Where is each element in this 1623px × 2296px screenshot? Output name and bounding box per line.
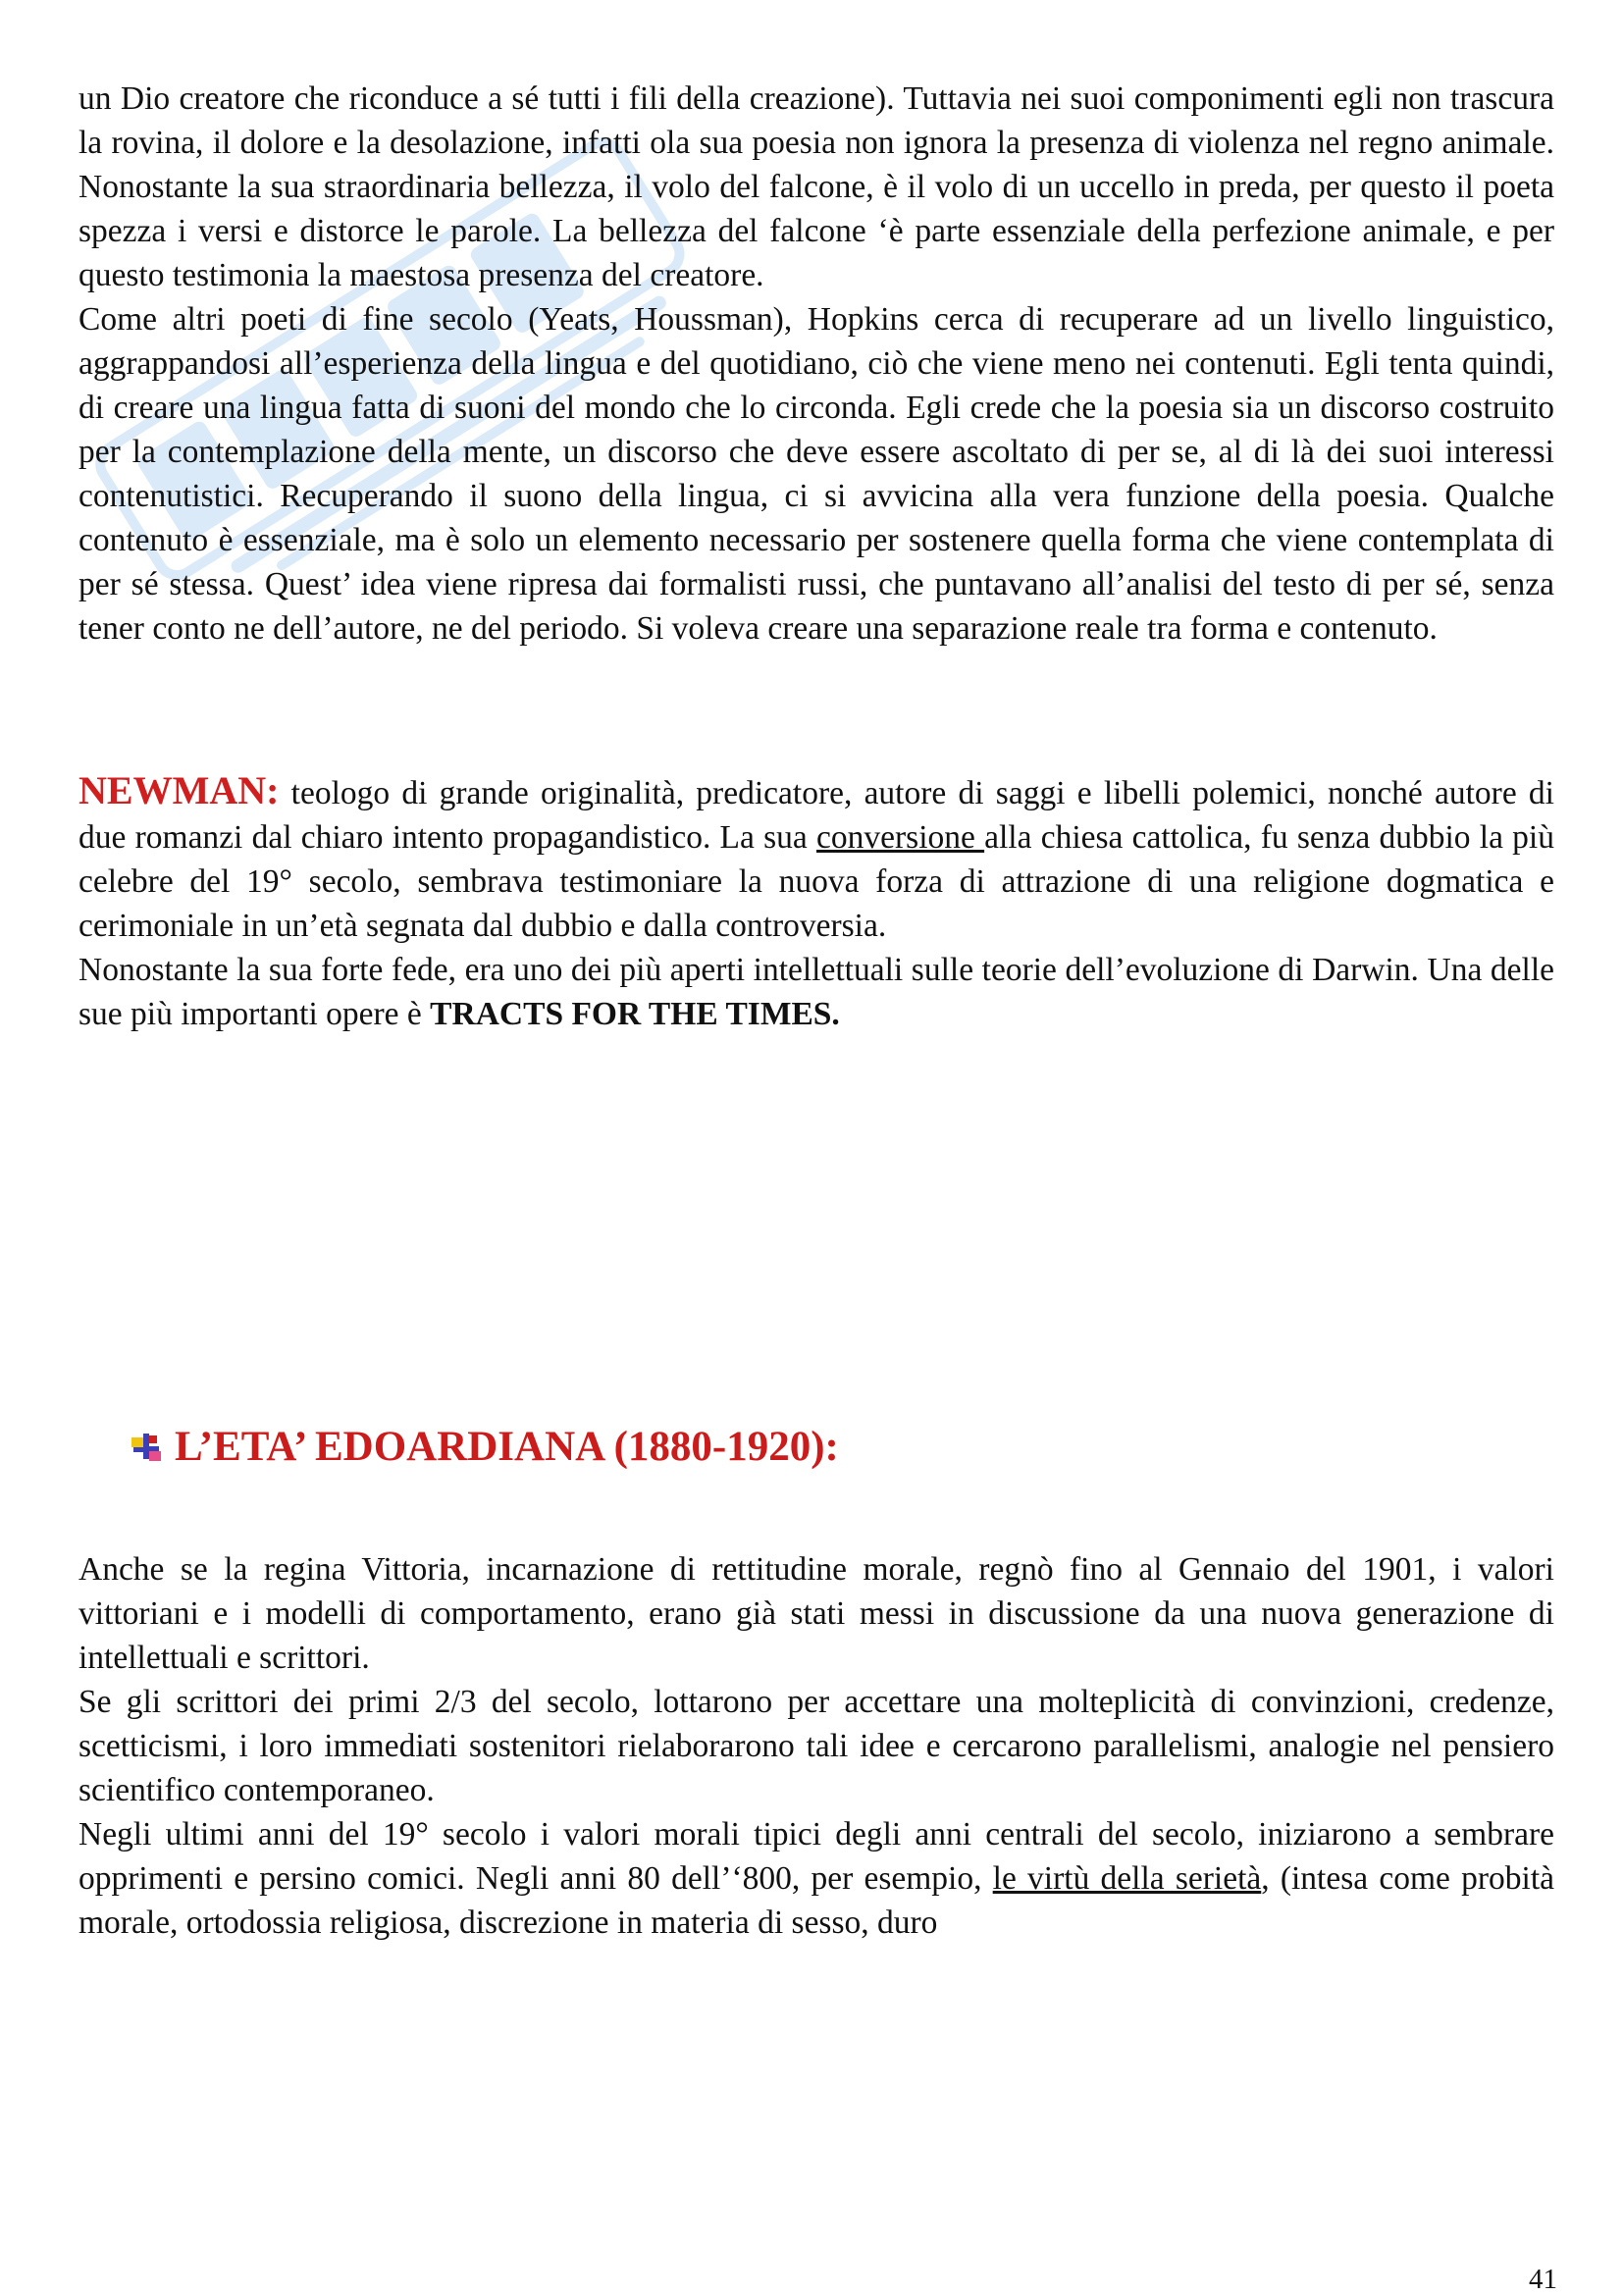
edoardiana-p3-text-2: , (intesa come probità morale, ortodossia religiosa, discrezione in materia di sesso, duro (79, 1860, 1554, 1941)
spacer (79, 1476, 1554, 1547)
hopkins-paragraph: Come altri poeti di fine secolo (Yeats, Houssman), Hopkins cerca di recuperare ad un livello linguistico, aggrappandosi all’esperienza della lingua e del quotidiano, ciò che viene meno nei contenuti. Egli tenta quindi, di creare una lingua fatta di suoni del mondo che lo circonda. Egli crede che la poesia sia un discorso costruito per la contemplazione della mente, un discorso che deve essere ascoltato di per se, al di là dei suoi interessi contenutistici. Recuperando il suono della lingua, ci si avvicina alla vera funzione della poesia. Qualche contenuto è essenziale, ma è solo un elemento necessario per sostenere quella forma che viene contemplata di per sé stessa. Quest’ idea viene ripresa dai formalisti russi, che puntavano all’analisi del testo di per sé, senza tener conto ne dell’autore, ne del periodo. Si voleva creare una separazione reale tra forma e contenuto. (79, 301, 1554, 647)
tracts-title: TRACTS FOR THE TIMES. (430, 996, 840, 1032)
edoardiana-p3-underlined: le virtù della serietà (992, 1860, 1262, 1897)
section-heading-edoardiana (130, 1417, 1554, 1476)
spacer (79, 651, 1554, 768)
spacer (79, 1036, 1554, 1417)
section-bullet-icon (130, 1430, 163, 1463)
intro-paragraph: un Dio creatore che riconduce a sé tutti i fili della creazione). Tuttavia nei suoi componimenti egli non trascura la rovina, il dolore e la desolazione, infatti ola sua poesia non ignora la presenza di violenza nel regno animale. Nonostante la sua straordinaria bellezza, il volo del falcone, è il volo di un uccello in preda, per questo il poeta spezza i versi e distorce le parole. La bellezza del falcone ‘è parte essenziale della perfezione animale, e per questo testimonia la maestosa presenza del creatore. (79, 80, 1554, 293)
document-page (79, 77, 1554, 1945)
edoardiana-paragraph-3 (79, 1812, 1554, 1945)
newman-text-1: teologo di grande originalità, predicatore, autore di saggi e libelli polemici, nonché autore di due romanzi dal chiaro intento propagandistico. La sua (79, 775, 1554, 856)
newman-paragraph-2 (79, 948, 1554, 1036)
edoardiana-paragraph-1: Anche se la regina Vittoria, incarnazione di rettitudine morale, regnò fino al Gennaio del 1901, i valori vittoriani e i modelli di comportamento, erano già stati messi in discussione da una nuova generazione di intellettuali e scrittori. (79, 1551, 1554, 1676)
newman-para2-text: Nonostante la sua forte fede, era uno dei più aperti intellettuali sulle teorie dell’evoluzione di Darwin. Una delle sue più importanti opere è (79, 952, 1554, 1032)
edoardiana-paragraph-2: Se gli scrittori dei primi 2/3 del secolo, lottarono per accettare una molteplicità di convinzioni, credenze, scetticismi, i loro immediati sostenitori rielaborarono tali idee e cercarono parallelismi, analogie nel pensiero scientifico contemporaneo. (79, 1684, 1554, 1808)
newman-conversione-underlined: conversione (816, 819, 985, 856)
edoardiana-p3-text: Negli ultimi anni del 19° secolo i valori morali tipici degli anni centrali del secolo, iniziarono a sembrare opprimenti e persino comici. Negli anni 80 dell’‘800, per esempio, (79, 1816, 1554, 1897)
newman-text-2: alla chiesa cattolica, fu senza dubbio la più celebre del 19° secolo, sembrava testimoniare la nuova forza di attrazione di una religione dogmatica e cerimoniale in un’età segnata dal dubbio e dalla controversia. (79, 819, 1554, 944)
section-title-text: L’ETA’ EDOARDIANA (1880-1920): (175, 1423, 839, 1470)
page-number: 41 (1529, 2264, 1557, 2295)
newman-heading: NEWMAN: (79, 768, 280, 812)
newman-paragraph (79, 768, 1554, 948)
